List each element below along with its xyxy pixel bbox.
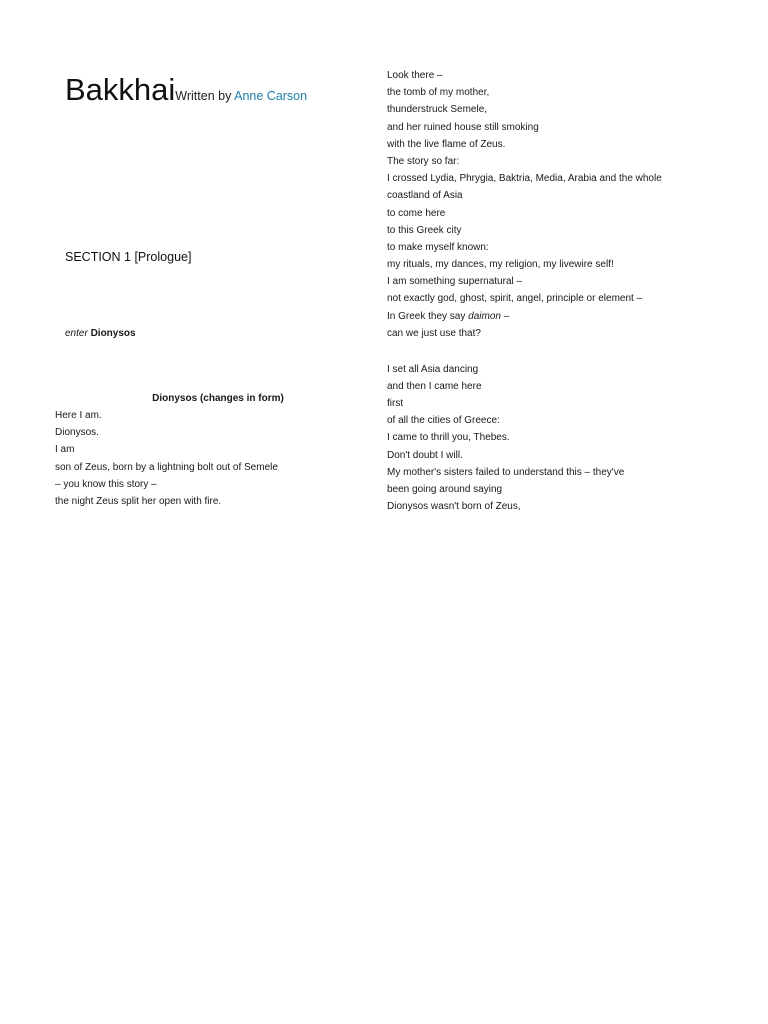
verse-line: to come here <box>387 207 446 219</box>
verse-line: I set all Asia dancing <box>387 363 479 375</box>
verse-line: son of Zeus, born by a lightning bolt out of Semele <box>55 461 278 473</box>
stage-direction-verb: enter <box>65 328 88 339</box>
verse-line: to this Greek city <box>387 224 462 236</box>
byline-prefix: Written by <box>175 89 235 103</box>
verse-line: Dionysos wasn't born of Zeus, <box>387 501 521 513</box>
verse-line-greek <box>387 308 727 325</box>
greek-line-prefix: In Greek they say <box>387 310 469 322</box>
verse-line: The story so far: <box>387 155 460 167</box>
verse-line: been going around saying <box>387 483 503 495</box>
verse-line: I am <box>55 444 75 456</box>
verse-line: My mother's sisters failed to understand this – they've <box>387 466 625 478</box>
verse-line: and then I came here <box>387 380 482 392</box>
greek-word: daimon <box>468 310 501 322</box>
verse-line: Look there – <box>387 70 443 81</box>
verse-line: to make myself known: <box>387 241 489 253</box>
left-column-verse <box>55 407 375 510</box>
stage-direction-character: Dionysos <box>90 328 136 339</box>
verse-line: can we just use that? <box>387 327 481 339</box>
verse-line: I am something supernatural – <box>387 276 523 288</box>
verse-line: and her ruined house still smoking <box>387 121 539 133</box>
author-link[interactable]: Anne Carson <box>234 89 308 103</box>
verse-line: thunderstruck Semele, <box>387 104 488 116</box>
speaker-label: Dionysos (changes in form) <box>152 393 284 404</box>
document-title: Bakkhai <box>65 72 176 107</box>
verse-line: first <box>387 397 404 409</box>
verse-line: I came to thrill you, Thebes. <box>387 432 510 444</box>
title-block <box>65 70 307 110</box>
verse-line: the tomb of my mother, <box>387 87 490 99</box>
verse-line: of all the cities of Greece: <box>387 415 500 427</box>
verse-line: not exactly god, ghost, spirit, angel, principle or element – <box>387 293 643 305</box>
right-column-verse <box>387 67 727 515</box>
verse-line: – you know this story – <box>55 478 157 490</box>
stanza-break <box>387 342 727 361</box>
verse-line: coastland of Asia <box>387 190 463 202</box>
verse-line: I crossed Lydia, Phrygia, Baktria, Media, Arabia and the whole <box>387 173 662 185</box>
verse-line: Don't doubt I will. <box>387 449 463 461</box>
section-heading: SECTION 1 [Prologue] <box>65 250 192 264</box>
verse-line: the night Zeus split her open with fire. <box>55 495 222 507</box>
verse-line: with the live flame of Zeus. <box>387 138 506 150</box>
verse-line: my rituals, my dances, my religion, my livewire self! <box>387 259 614 271</box>
verse-line: Dionysos. <box>55 427 99 439</box>
byline <box>175 89 307 103</box>
stage-direction <box>65 327 136 340</box>
greek-line-suffix: – <box>500 310 510 322</box>
verse-line: Here I am. <box>55 410 102 421</box>
